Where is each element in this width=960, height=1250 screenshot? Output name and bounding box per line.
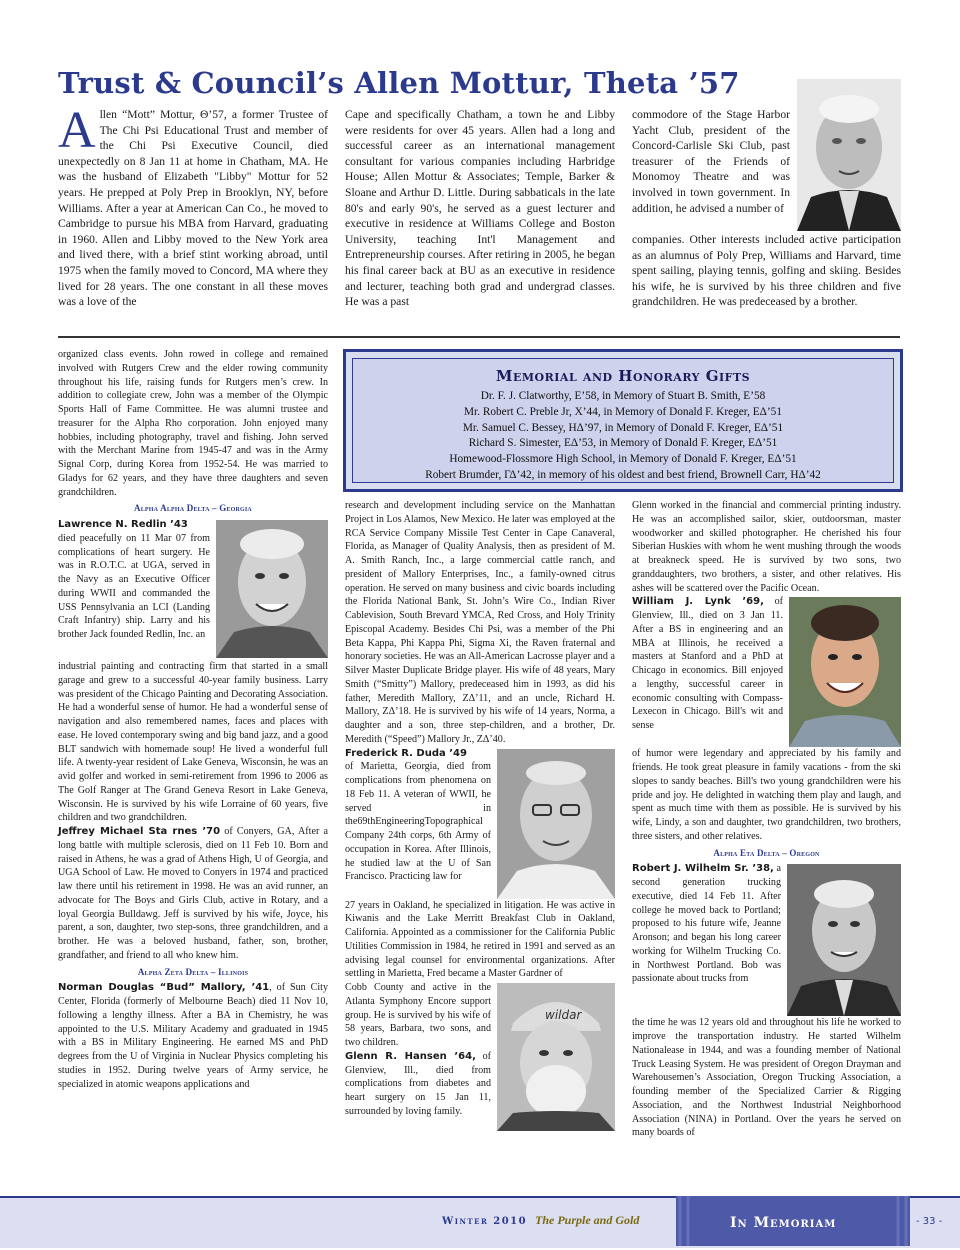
photo-william-lynk xyxy=(789,597,901,747)
obit-text: the time he was 12 years old and throughout his life he worked to improve the transportation industry. He started Wilhelm Nationalease in 1944, and was a founding member of National Truck Leasing System. He was president of Oregon Drayman and Warehousemen’s Association, Oregon Trucking Association, a founding member of the Specialized Carrier & Rigging Association, and the Northwest Industrial Neighborhood Association (NINA) in Portland. Over the years he served on many boards of xyxy=(632,1017,901,1139)
obit-text: organized class events. John rowed in college and remained involved with Rutgers Crew and the elder rowing community throughout his life, raising funds for Rutgers men’s crew. In addition to collegiate crew, John was a member of the Olympic Sports Hall of Fame Committee. He was alumni trustee and treasurer for the Alpha Rho corporation. John enjoyed many hobbies, including photography, travel and fishing. John served with the Merchant Marine from 1945-47 and was in the Army Signal Corp, during Korea from 1952-54. He was married to Gladys for 62 years, and they have three daughters and seven grandchildren. xyxy=(58,349,328,498)
photo-allen-mottur xyxy=(797,79,901,231)
column-3: Glenn worked in the financial and commercial printing industry. He was an accomplished sailor, skier, outdoorsman, master woodworker and skilled photographer. He cherished his four Siberian Huskies with whom he went mushing through the woods at breakneck speed. He is survived by two sons, two granddaughters, two brothers, a sister, and other relatives. His ashes will be scattered over the Pacific Ocean. William J. Lynk ’69, of Glenview, Ill., died on 3 Jan 11. After a BS in engineering and an MBA at Illinois, he received a masters at Stanford and a PhD at Chicago in economics. Bill enjoyed a lengthy, successful career in economic consulting with Compass-Lexecon in Chicago. Bill's wit and sense of humor were legendary and appreciated by his family and friends. He took great pleasure in family vacations - from the ski slopes to sandy beaches. Bill's two young grandchildren were his pride and joy. He delighted in watching them play and laugh, and spent as much time with them as possible. He is survived by his wife, Lindy, a son and daughter, two grandchildren, two brothers, three sisters, and other relatives. Alpha Eta Delta – Oregon Robert J. Wilhelm Sr. ’38, a second generation trucking executive, died 14 Feb 11. After college he moved back to Portland; proposed to his future wife, Jeanne Aronson; and began his long career working for Wilhelm Trucking Co. in Northwest Portland. Bob was passionate about trucks from the time he was 12 years old and throughout his life he worked to improve the transportation industry. He started Wilhelm Nationalease in 1944, and was a founding member of National Truck Leasing System. He was president of Oregon Drayman and Warehousemen’s Association, Oregon Trucking Association, a founding member of the Specialized Carrier & Rigging Association, and the Northwest Industrial Neighborhood Association (NINA) in Portland. Over the years he served on many boards of xyxy=(632,500,901,1139)
chapter-heading: Alpha Alpha Delta – Georgia xyxy=(134,503,252,514)
drop-cap: A xyxy=(58,102,96,159)
obit-text: died peacefully on 11 Mar 07 from complications of heart surgery. He was in R.O.T.C. at UGA, served in the Navy as an Executive Officer during WWII and commanded the USS Pennsylvania an LCI (Landing Craft Infantry) ship. Larry and his brother Jack founded Redlin, Inc. an xyxy=(58,532,210,640)
memorial-gift-line: Homewood-Flossmore High School, in Memory of Donald F. Kreger, EΔ’51 xyxy=(449,453,797,466)
intro-col2: Cape and specifically Chatham, a town he and Libby were residents for over 45 years. Allen had a long and successful career as an international management consultant for various companies including Harbridge House; Allen Mottur & Associates; Temple, Barker & Sloane and Arthur D. Little. During sabbaticals in the late 80's and early 90's, he served as a guest lecturer and executive in residence at Williams College and Boston University, teaching Int'l Management and Entrepreneurship courses. After retiring in 2005, he began his final career back at BU as an executive in residence and lecturer, teaching both grad and undergrad classes. He was a past xyxy=(345,108,615,309)
photo-lawrence-redlin xyxy=(216,520,328,658)
memorial-gift-line: Mr. Robert C. Preble Jr, X’44, in Memory of Donald F. Kreger, EΔ’51 xyxy=(464,405,782,418)
intro-col1: Allen “Mott” Mottur, Θ’57, a former Trustee of The Chi Psi Educational Trust and member of the Chi Psi Executive Council, died unexpectedly on 8 Jan 11 at home in Chatham, MA. He was the husband of Elizabeth "Libby" Mottur for 52 years. He prepped at Poly Prep in Brooklyn, NY, before Williams. After a year at American Can Co., he moved to Cambridge to pursue his MBA from Harvard, graduating in 1960. Allen and Libby moved to the New York area and lived there, with a brief stint working abroad, until 1975 when the family moved to Concord, MA where they lived for 28 years. The one constant in all these moves was a love of the xyxy=(58,102,328,309)
obit-text: of humor were legendary and appreciated by his family and friends. He took great pleasure in family vacations - from the ski slopes to sandy beaches. Bill's two young grandchildren were his pride and joy. He delighted in watching them play and laugh, and spent as much time with them as possible. He is survived by his wife, Lindy, a son and daughter, two grandchildren, two brothers, three sisters, and other relatives. xyxy=(632,748,901,842)
memorial-gift-line: Richard S. Simester, EΔ’53, in Memory of Donald F. Kreger, EΔ’51 xyxy=(468,437,778,450)
chapter-heading: Alpha Eta Delta – Oregon xyxy=(713,847,820,858)
obit-name: Lawrence N. Redlin ’43 xyxy=(58,519,188,530)
column-2: research and development including service on the Manhattan Project in Los Alamos, New Mexico. He later was employed at the RCA Service Company Missile Test Center in Cape Canaveral, Florida, as Manager of Quality Analysis, then as president of M. A. Smith Ranch, Inc., a large commercial cattle ranch, and president of Mallory Enterprises, Inc., a family-owned citrus operation. He served on many business and civic boards including the Florida National Bank, St. John’s Wire Co., Indian River Cablevision, South Brevard YMCA, Red Cross, and Holy Trinity Episcopal Academy. Besides Chi Psi, was a member of the Phi Beta Kappa, Phi Kappa Phi, Sigma Xi, the Raven fraternal and honorary societies. He was an All-American Lacrosse player and a Silver Master Duplicate Bridge player. His wife of 48 years, Mary Smith (“Smitty”) Mallory, predeceased him in 1993, as did his father, Meredith Mallory, ZΔ’11, and an uncle, Richard H. Mallory, ZΔ’18. He is survived by his wife of 14 years, Norma, a daughter and a son, three step-children, and a brother, Dr. Meredith (“Speed”) Mallory Jr., ZΔ’40. Frederick R. Duda ’49 of Marietta, Georgia, died from complications from phenomena on 18 Feb 11. A veteran of WWII, he served in the69thEngineeringTopographical Company 24th corps, 6th Army of occupation in Korea. After Illinois, he studied law at the U of San Francisco. Practicing law for 27 years in Oakland, he specialized in litigation. He was active in Kiwanis and the Lake Merritt Breakfast Club in Oakland, California. Appointed as a commissioner for the California Public Utilities Commission in 1984, he retired in 1991 and served as an advising legal counsel for environmental organizations. After settling in Marietta, Fred became a Master Gardner of wildar Cobb County and active in the Atlanta Symphony Encore support group. He is survived by his wife of 58 years, Barbara, two sons, and two children. Glenn R. Hansen ’64, of Glenview, Ill., died from complications from diabetes and heart surgery on 15 Jan 11, surrounded by loving family. xyxy=(345,499,615,1131)
photo-frederick-duda xyxy=(497,749,615,899)
obit-name: Robert J. Wilhelm Sr. ’38, xyxy=(632,863,774,875)
obit-text: Glenn worked in the financial and commercial printing industry. He was an accomplished sailor, skier, outdoorsman, master woodworker and skilled photographer. He cherished his four Siberian Huskies with whom he went mushing through the woods at breakneck speed. He is survived by two sons, two granddaughters, two brothers, a sister, and other relatives. His ashes will be scattered over the Pacific Ocean. xyxy=(632,500,901,594)
chapter-heading: Alpha Zeta Delta – Illinois xyxy=(137,966,249,977)
obit-name: Norman Douglas “Bud” Mallory, ’41 xyxy=(58,982,270,994)
obit-text: 27 years in Oakland, he specialized in litigation. He was active in Kiwanis and the Lake Merritt Breakfast Club in Oakland, California. Appointed as a commissioner for the California Public Utilities Commission in 1984, he retired in 1991 and served as an advising legal counsel for environmental organizations. After settling in Marietta, Fred became a Master Gardner of xyxy=(345,899,615,980)
footer-section-title: In Memoriam xyxy=(730,1215,837,1231)
section-divider xyxy=(58,336,900,338)
obit-text: industrial painting and contracting firm that started in a small garage and grew to a successful 40-year family business. Larry was president of the Chicago Painting and Decorating Association. He had a wonderful sense of humor. He had a wonderful sense of navigation and also remembered names, faces and places with ease. He loved contemporary swing and big band jazz, and a good BLT sandwich with homemade soup! He lived a wonderful full life. A twenty-year resident of Lake Geneva, Wisconsin, he was an avid golfer and worked in semi-retirement from 1996 to 2006 as The Golf Ranger at The Grand Geneva Resort in Lake Geneva, Wisconsin. He is survived by his wife Lorraine of 60 years, five children and two grandchildren. xyxy=(58,661,328,824)
memorial-gift-line: Robert Brumder, ΓΔ’42, in memory of his oldest and best friend, Brownell Carr, HΔ’42 xyxy=(425,468,821,481)
obit-name: Frederick R. Duda ’49 xyxy=(345,747,467,759)
memorial-gifts-box xyxy=(343,349,903,492)
photo-robert-wilhelm xyxy=(787,864,901,1016)
photo-glenn-hansen xyxy=(497,983,615,1131)
memorial-gifts-title: Memorial and Honorary Gifts xyxy=(495,367,751,385)
obit-name: William J. Lynk ’69, xyxy=(632,596,764,608)
page-number: - 33 - xyxy=(916,1216,943,1227)
obit-text: Cobb County and active in the Atlanta Symphony Encore support group. He is survived by his wife of 58 years, Barbara, two sons, and two children. xyxy=(345,982,491,1048)
page-title: Trust & Council’s Allen Mottur, Theta ’57 xyxy=(58,66,740,100)
obit-name: Jeffrey Michael Sta rnes ’70 xyxy=(58,826,221,837)
memorial-gift-line: Dr. F. J. Clatworthy, E’58, in Memory of Stuart B. Smith, E’58 xyxy=(480,390,766,402)
memorial-gift-line: Mr. Samuel C. Bessey, HΔ’97, in Memory of Donald F. Kreger, EΔ’51 xyxy=(462,421,784,434)
obit-text: research and development including service on the Manhattan Project in Los Alamos, New Mexico. He later was employed at the RCA Service Company Missile Test Center in Cape Canaveral, Florida, as Manager of Quality Analysis, then as president of M. A. Smith Ranch, Inc., a large commercial cattle ranch, and president of Mallory Enterprises, Inc., a family-owned citrus operation. He served on many business and civic boards including the Florida National Bank, St. John’s Wire Co., Indian River Cablevision, South Brevard YMCA, Red Cross, and Holy Trinity Episcopal Academy. Besides Chi Psi, was a member of the Phi Beta Kappa, Phi Kappa Phi, Sigma Xi, the Raven fraternal and honorary societies. He was an All-American Lacrosse player and a Silver Master Duplicate Bridge player. His wife of 48 years, Mary Smith (“Smitty”) Mallory, predeceased him in 1993, as did his father, Meredith Mallory, ZΔ’11, and an uncle, Richard H. Mallory, ZΔ’18. He is survived by his wife of 14 years, Norma, a daughter and a son, three step-children, and a brother, Dr. Meredith (“Speed”) Mallory Jr., ZΔ’40. xyxy=(345,500,615,745)
intro-col3-top: commodore of the Stage Harbor Yacht Club, president of the Concord-Carlisle Ski Club, past treasurer of the Friends of Monomoy Theatre and was involved in town government. In addition, he advised a number of xyxy=(632,108,790,215)
svg-text:wildar: wildar xyxy=(545,1008,582,1022)
intro-col3-bottom: companies. Other interests included active participation as an alumnus of Poly Prep, Williams and Harvard, time spent sailing, playing tennis, golfing and skiing. Besides his wife, he is survived by his three children and five grandchildren. He was predeceased by a brother. xyxy=(632,233,901,309)
column-1: organized class events. John rowed in college and remained involved with Rutgers Crew and the elder rowing community throughout his life, raising funds for Rutgers men’s crew. In addition to collegiate crew, John was a member of the Olympic Sports Hall of Fame Committee. He was alumni trustee and treasurer for the Alpha Rho corporation. John enjoyed many hobbies, including photography, travel and fishing. John served with the Merchant Marine from 1945-47 and was in the Army Signal Corp, during Korea from 1952-54. He was married to Gladys for 62 years, and they have three daughters and seven grandchildren. Alpha Alpha Delta – Georgia Lawrence N. Redlin ’43 died peacefully on 11 Mar 07 from complications of heart surgery. He was in R.O.T.C. at UGA, served in the Navy as an Executive Officer during WWII and commanded the USS Pennsylvania an LCI (Landing Craft Infantry) ship. Larry and his brother Jack founded Redlin, Inc. an industrial painting and contracting firm that started in a small garage and grew to a successful 40-year family business. Larry was president of the Chicago Painting and Decorating Association. He had a wonderful sense of humor. He had a wonderful sense of navigation and also remembered names, faces and places with ease. He loved contemporary swing and big band jazz, and a good BLT sandwich with homemade soup! He lived a wonderful full life. A twenty-year resident of Lake Geneva, Wisconsin, he was an avid golfer and worked in semi-retirement from 1996 to 2006 as The Golf Ranger at The Grand Geneva Resort in Lake Geneva, Wisconsin. He is survived by his wife Lorraine of 60 years, five children and two grandchildren. Jeffrey Michael Sta rnes ’70 of Conyers, GA, After a long battle with multiple sclerosis, died on 11 Feb 10. Born and raised in Athens, he was a grad of Athens High, U of Georgia, and UGA School of Law. He moved to Conyers in 1974 and practiced law there until his retirement in 1998. He was an avid runner, an advocate for The Boys and Girls Club, active in Rotary, and a loyal Georgia Bulldawg. Jeff is survived by his wife, Joyce, his parent, a son, daughter, two step-sons, three grandchildren, and a brother. He was a beloved husband, father, son, brother, grandfather, and friend to all who knew him. Alpha Zeta Delta – Illinois Norman Douglas “Bud” Mallory, ’41, of Sun City Center, Florida (formerly of Melbourne Beach) died 11 Nov 10, following a lengthy illness. After a BA in Chemistry, he was appointed to the U.S. Military Academy and graduated in 1945 with a BS in Military Engineering. He earned MS and PhD degrees from the U of Virginia in Nuclear Physics completing his studies in 1952. During twelve years of Army service, he specialized in atomic weapons applications and xyxy=(58,349,328,1090)
obit-name: Glenn R. Hansen ’64, xyxy=(345,1050,476,1062)
footer-magazine-name: The Purple and Gold xyxy=(535,1213,640,1227)
obit-text: of Marietta, Georgia, died from complications from phenomena on 18 Feb 11. A veteran of WWII, he served in the69thEngineeringTopographical Company 24th corps, 6th Army of occupation in Korea. After Illinois, he studied law at the U of San Francisco. Practicing law for xyxy=(345,761,491,883)
footer-issue: Winter 2010 xyxy=(442,1216,528,1227)
